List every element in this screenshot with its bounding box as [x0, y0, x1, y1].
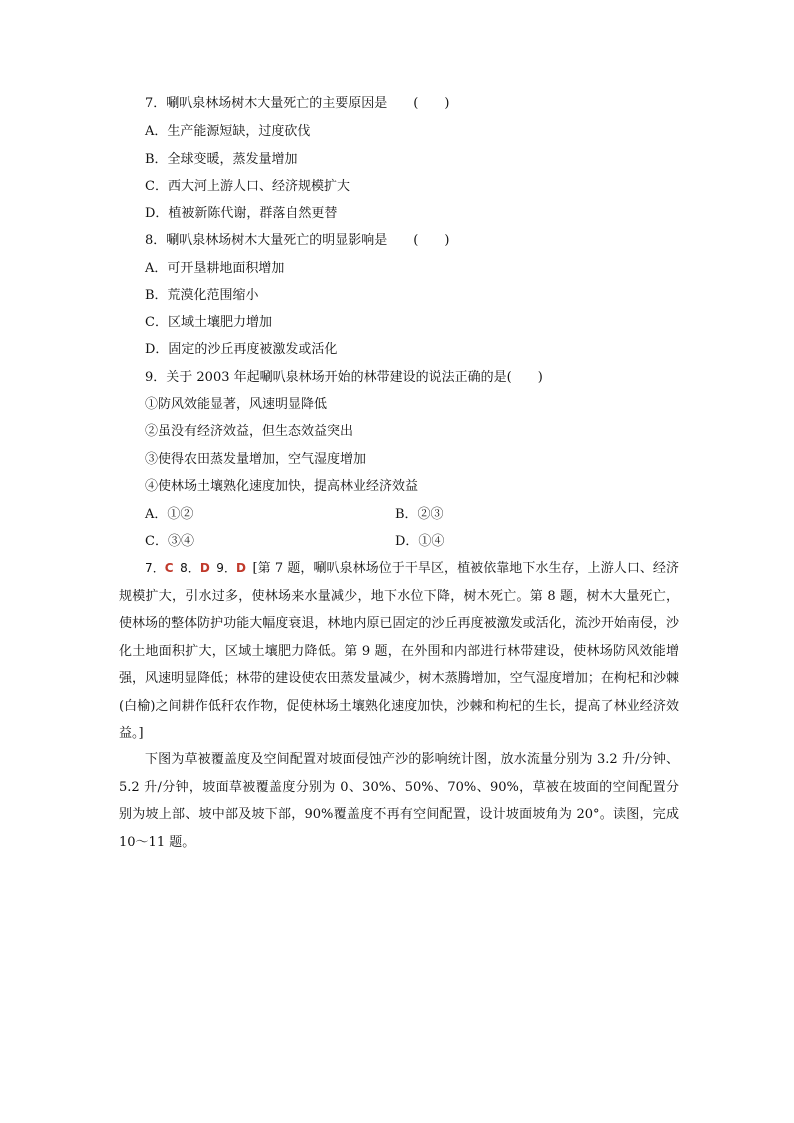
- question-7-option-b: B．全球变暖，蒸发量增加: [145, 152, 298, 167]
- question-8-stem: [145, 232, 449, 250]
- question-8-text: 8．唰叭泉林场树木大量死亡的明显影响是: [145, 233, 388, 248]
- question-8-option-d: D．固定的沙丘再度被激发或活化: [145, 342, 338, 357]
- explanation-text: [第 7 题，唰叭泉林场位于干旱区，植被依靠地下水生存，上游人口、经济规模扩大，引水过多，使林场来水量减少，地下水位下降，树木死亡。第 8 题，树木大量死亡，使林场的整体防护功能大幅度衰退，林地内原已固定的沙丘再度被激发或活化，流沙开始南侵，沙化土地面积扩大，区域土壤肥力降低。第 9 题，在外围和内部进行林带建设，使林场防风效能增强，风速明显降低；林带的建设使农田蒸发量减少，树木蒸腾增加，空气湿度增加；在枸杞和沙棘(白榆)之间耕作低秆农作物，促使林场土壤熟化速度加快，沙棘和枸杞的生长，提高了林业经济效益。]: [119, 561, 679, 741]
- answer-blank: ( ): [413, 96, 450, 111]
- question-9-option-a: A．①②: [145, 507, 194, 522]
- answer-blank: ( ): [413, 233, 450, 248]
- question-7-stem: [145, 95, 449, 113]
- question-7-option-d: D．植被新陈代谢，群落自然更替: [145, 206, 338, 221]
- answer-8-letter: D: [199, 561, 210, 575]
- question-9-option-c: C．③④: [145, 534, 194, 549]
- question-9-option-d: D．①④: [395, 534, 445, 549]
- question-9-stem: 9．关于 2003 年起唰叭泉林场开始的林带建设的说法正确的是( ): [145, 370, 543, 385]
- question-9-item-3: ③使得农田蒸发量增加，空气湿度增加: [145, 452, 367, 467]
- question-8-option-a: A．可开垦耕地面积增加: [145, 261, 285, 276]
- figure-intro-paragraph: 下图为草被覆盖度及空间配置对坡面侵蚀产沙的影响统计图，放水流量分别为 3.2 升/分钟、5.2 升/分钟，坡面草被覆盖度分别为 0、30%、50%、70%、90%，草被在坡面的空间配置分别为坡上部、坡中部及坡下部，90%覆盖度不再有空间配置，设计坡面坡角为 20°。读图，完成 10～11 题。: [119, 752, 679, 850]
- question-8-option-b: B．荒漠化范围缩小: [145, 288, 259, 303]
- question-7-text: 7．唰叭泉林场树木大量死亡的主要原因是: [145, 96, 388, 111]
- question-8-option-c: C．区域土壤肥力增加: [145, 315, 272, 330]
- question-9-option-b: B．②③: [395, 507, 444, 522]
- answer-7-letter: C: [164, 561, 174, 575]
- question-7-option-c: C．西大河上游人口、经济规模扩大: [145, 179, 350, 194]
- answer-9-number: 9．: [216, 561, 237, 575]
- answer-explanation: [119, 555, 679, 748]
- answer-7-number: 7．: [145, 561, 165, 575]
- question-9-item-2: ②虽没有经济效益，但生态效益突出: [145, 424, 354, 439]
- answer-8-number: 8．: [180, 561, 200, 575]
- question-9-item-1: ①防风效能显著，风速明显降低: [145, 397, 328, 412]
- answer-9-letter: D: [236, 561, 246, 575]
- question-7-option-a: A．生产能源短缺，过度砍伐: [145, 124, 311, 139]
- question-9-item-4: ④使林场土壤熟化速度加快，提高林业经济效益: [145, 479, 419, 494]
